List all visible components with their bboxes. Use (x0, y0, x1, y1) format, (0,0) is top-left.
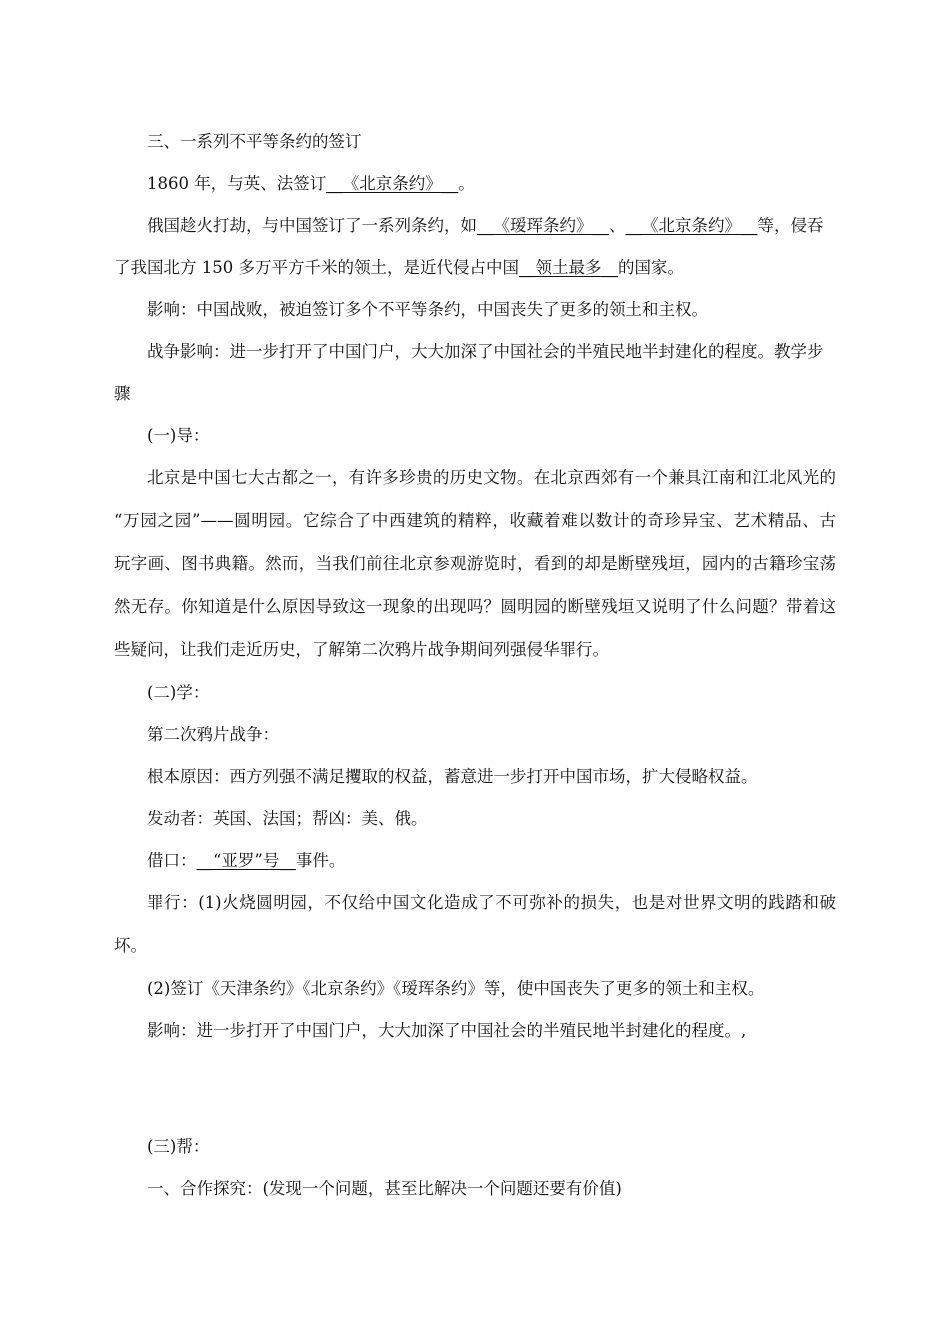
treaty-1860-line (147, 173, 475, 195)
russia-text-2: 等，侵吞 (757, 216, 824, 235)
intro-line-5: 些疑问，让我们走近历史，了解第二次鸦片战争期间列强侵华罪行。 (114, 640, 609, 659)
fill-blank-beijing-treaty: __《北京条约》__ (326, 174, 459, 193)
section-heading-three: 三、一系列不平等条约的签订 (147, 132, 362, 151)
fill-blank-aihun-treaty: __《瑷珲条约》__ (477, 216, 609, 235)
treaty-1860-suffix: 。 (458, 174, 475, 193)
russia-text-1: 俄国趁火打劫，与中国签订了一系列条约，如 (147, 216, 477, 235)
russia-text-4: 的国家。 (617, 258, 684, 277)
fill-blank-most-territory: __领土最多__ (518, 258, 618, 277)
war-impact-line-2: 骤 (114, 384, 131, 403)
fill-blank-arrow-incident: __“亚罗”号__ (196, 851, 296, 870)
fill-blank-beijing-treaty-2: __《北京条约》__ (625, 216, 758, 235)
impact-paragraph-1: 影响：中国战败，被迫签订多个不平等条约，中国丧失了更多的领土和主权。 (147, 300, 708, 319)
cooperation-heading: 一、合作探究：(发现一个问题，甚至比解决一个问题还要有价值) (147, 1179, 622, 1198)
treaty-1860-prefix: 1860 年，与英、法签订 (147, 174, 327, 193)
russia-line-2 (114, 257, 684, 279)
section-two-heading: (二)学： (147, 683, 210, 702)
section-three-heading: (三)帮： (147, 1137, 210, 1156)
crimes-line-2: 坏。 (114, 936, 147, 955)
crimes-line-3: (2)签订《天津条约》《北京条约》《瑷珲条约》等，使中国丧失了更多的领土和主权。 (147, 979, 765, 998)
war-title: 第二次鸦片战争： (147, 725, 279, 744)
russia-text-3: 了我国北方 150 多万平方千米的领土，是近代侵占中国 (114, 258, 519, 277)
intro-line-1: 北京是中国七大古都之一，有许多珍贵的历史文物。在北京西郊有一个兼具江南和江北风光的 (147, 468, 836, 487)
war-impact-line-1: 战争影响：进一步打开了中国门户，大大加深了中国社会的半殖民地半封建化的程度。教学步 (147, 342, 824, 361)
russia-line-1 (147, 215, 824, 237)
section-one-heading: (一)导： (147, 426, 210, 445)
pretext-suffix: 事件。 (295, 851, 346, 870)
impact-paragraph-2: 影响：进一步打开了中国门户，大大加深了中国社会的半殖民地半封建化的程度。, (147, 1021, 747, 1040)
crimes-line-1: 罪行：(1)火烧圆明园，不仅给中国文化造成了不可弥补的损失，也是对世界文明的践踏和破 (147, 893, 836, 912)
instigators: 发动者：英国、法国；帮凶：美、俄。 (147, 809, 428, 828)
pretext-line (147, 850, 345, 872)
intro-line-4: 然无存。你知道是什么原因导致这一现象的出现吗？圆明园的断壁残垣又说明了什么问题？带着这 (114, 597, 836, 616)
intro-line-2: “万园之园”——圆明园。它综合了中西建筑的精粹，收藏着难以数计的奇珍异宝、艺术精品、古 (114, 511, 836, 530)
russia-sep: 、 (609, 216, 626, 235)
intro-line-3: 玩字画、图书典籍。然而，当我们前往北京参观游览时，看到的却是断壁残垣，园内的古籍珍宝荡 (114, 554, 836, 573)
root-cause: 根本原因：西方列强不满足攫取的权益，蓄意进一步打开中国市场，扩大侵略权益。 (147, 767, 758, 786)
pretext-prefix: 借口： (147, 851, 197, 870)
